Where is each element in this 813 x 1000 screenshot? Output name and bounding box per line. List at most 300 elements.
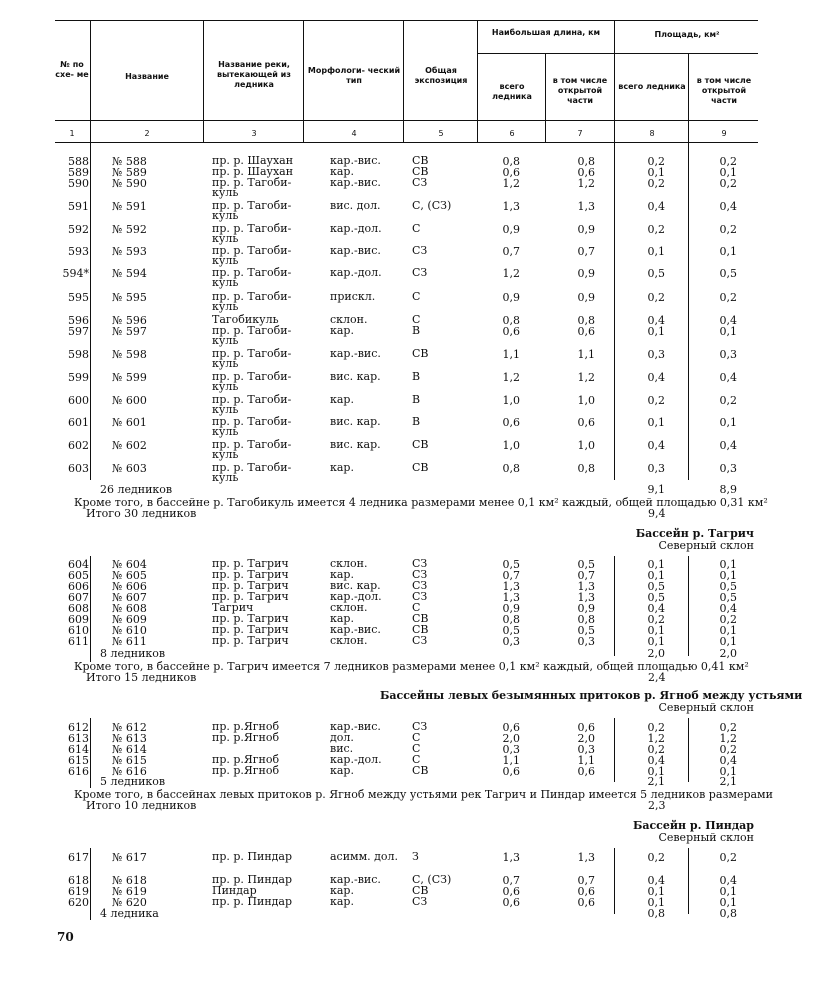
exposition: С xyxy=(412,731,421,744)
glacier-name: № 607 xyxy=(112,591,147,604)
morphological-type: кар.-дол. xyxy=(330,590,382,603)
glacier-number: 601 xyxy=(68,416,89,429)
river-name: пр. р. Пиндар xyxy=(212,895,293,908)
river-name: пр. р.Ягноб xyxy=(212,753,280,766)
glacier-name: № 618 xyxy=(112,874,147,887)
area-open: 0,1 xyxy=(719,166,737,179)
exposition: СЗ xyxy=(412,176,428,189)
exposition: З xyxy=(412,850,419,863)
morphological-type: прискл. xyxy=(330,290,376,303)
glacier-number: 597 xyxy=(68,325,89,338)
length-total: 0,7 xyxy=(502,569,520,582)
river-name: пр. р. Тагоби- куль xyxy=(212,176,292,199)
length-total: 0,5 xyxy=(502,558,520,571)
col-divider xyxy=(688,848,689,914)
header-col4: Морфологи- ческий тип xyxy=(307,66,401,85)
length-total: 0,9 xyxy=(502,291,520,304)
header-col5: Общая экспозиция xyxy=(414,66,468,85)
length-total: 1,3 xyxy=(502,591,520,604)
col-divider xyxy=(477,20,478,142)
glacier-name: № 603 xyxy=(112,462,147,475)
area-total: 0,1 xyxy=(647,885,665,898)
glacier-number: 600 xyxy=(68,394,89,407)
river-name: пр. р. Тагоби- куль xyxy=(212,199,292,222)
length-open: 0,8 xyxy=(577,314,595,327)
length-total: 1,2 xyxy=(502,371,520,384)
length-open: 1,0 xyxy=(577,439,595,452)
length-total: 0,9 xyxy=(502,223,520,236)
area-open: 0,1 xyxy=(719,896,737,909)
length-open: 0,9 xyxy=(577,291,595,304)
block1-itogo-value: 9,4 xyxy=(648,507,666,520)
length-total: 0,6 xyxy=(502,325,520,338)
area-total: 0,3 xyxy=(647,348,665,361)
river-name: Пиндар xyxy=(212,884,257,897)
river-name: пр. р.Ягноб xyxy=(212,764,280,777)
col-divider xyxy=(688,556,689,656)
area-total: 0,5 xyxy=(647,591,665,604)
col-divider xyxy=(614,718,615,782)
glacier-number: 602 xyxy=(68,439,89,452)
col-divider xyxy=(303,20,304,142)
block2-itogo-value: 2,4 xyxy=(648,671,666,684)
length-total: 0,6 xyxy=(502,416,520,429)
morphological-type: кар. xyxy=(330,461,354,474)
river-name: пр. р. Тагоби- куль xyxy=(212,324,292,347)
length-open: 0,8 xyxy=(577,613,595,626)
block2-note: Кроме того, в бассейне р. Тагрич имеется 7 ледников размерами менее 0,1 км² каждый, общей площадью 0,41 км² xyxy=(74,660,749,673)
length-open: 0,5 xyxy=(577,624,595,637)
exposition: С xyxy=(412,742,421,755)
area-open: 1,2 xyxy=(719,732,737,745)
exposition: СЗ xyxy=(412,266,428,279)
glacier-name: № 609 xyxy=(112,613,147,626)
block1-count: 26 ледников xyxy=(100,483,173,496)
header-length-group: Наибольшая длина, км xyxy=(491,28,601,37)
length-total: 0,9 xyxy=(502,602,520,615)
glacier-number: 620 xyxy=(68,896,89,909)
length-open: 0,6 xyxy=(577,896,595,909)
block2-basin-title: Бассейн р. Тагрич xyxy=(635,527,754,540)
length-open: 1,3 xyxy=(577,580,595,593)
area-total: 0,4 xyxy=(647,314,665,327)
morphological-type: вис. кар. xyxy=(330,415,381,428)
area-total: 0,1 xyxy=(647,416,665,429)
length-open: 1,2 xyxy=(577,371,595,384)
col-divider xyxy=(203,20,204,142)
glacier-name: № 594 xyxy=(112,267,147,280)
glacier-number: 595 xyxy=(68,291,89,304)
glacier-name: № 605 xyxy=(112,569,147,582)
glacier-name: № 599 xyxy=(112,371,147,384)
morphological-type: склон. xyxy=(330,601,368,614)
area-open: 0,1 xyxy=(719,635,737,648)
area-total: 0,2 xyxy=(647,223,665,236)
header-col7: в том числе открытой части xyxy=(552,76,608,105)
glacier-name: № 588 xyxy=(112,155,147,168)
river-name: пр. р. Тагрич xyxy=(212,579,289,592)
glacier-name: № 596 xyxy=(112,314,147,327)
header-col2: Название xyxy=(125,72,169,81)
glacier-number: 607 xyxy=(68,591,89,604)
area-total: 0,5 xyxy=(647,580,665,593)
header-area-group: Площадь, км² xyxy=(654,30,720,39)
glacier-number: 591 xyxy=(68,200,89,213)
length-open: 0,6 xyxy=(577,325,595,338)
header-col8: всего ледника xyxy=(618,82,686,91)
col-divider xyxy=(90,556,91,662)
area-total: 0,5 xyxy=(647,267,665,280)
morphological-type: склон. xyxy=(330,634,368,647)
exposition: С xyxy=(412,313,421,326)
length-open: 0,8 xyxy=(577,462,595,475)
area-total: 0,2 xyxy=(647,721,665,734)
col-divider xyxy=(614,848,615,914)
block4-basin-title: Бассейн р. Пиндар xyxy=(632,819,754,832)
exposition: В xyxy=(412,370,421,383)
glacier-name: № 604 xyxy=(112,558,147,571)
morphological-type: кар. xyxy=(330,165,354,178)
length-total: 0,7 xyxy=(502,874,520,887)
glacier-name: № 593 xyxy=(112,245,147,258)
col-divider xyxy=(614,556,615,656)
header-number: 1 xyxy=(69,129,75,138)
morphological-type: кар. xyxy=(330,568,354,581)
river-name: пр. р. Тагоби- куль xyxy=(212,370,292,393)
glacier-number: 611 xyxy=(68,635,89,648)
area-total: 0,2 xyxy=(647,394,665,407)
morphological-type: кар.-вис. xyxy=(330,873,381,886)
area-open: 0,2 xyxy=(719,613,737,626)
area-open: 0,1 xyxy=(719,245,737,258)
area-open: 0,2 xyxy=(719,743,737,756)
river-name: Тагобикуль xyxy=(212,313,279,326)
morphological-type: кар.-дол. xyxy=(330,753,382,766)
glacier-number: 616 xyxy=(68,765,89,778)
length-total: 0,3 xyxy=(502,743,520,756)
exposition: СВ xyxy=(412,438,429,451)
river-name: пр. р. Тагоби- куль xyxy=(212,415,292,438)
length-total: 0,8 xyxy=(502,314,520,327)
morphological-type: кар.-вис. xyxy=(330,176,381,189)
header-col6: всего ледника xyxy=(492,82,532,101)
morphological-type: вис. xyxy=(330,742,354,755)
length-open: 0,7 xyxy=(577,874,595,887)
block1-sum-total: 9,1 xyxy=(647,483,665,496)
exposition: СЗ xyxy=(412,244,428,257)
length-open: 1,1 xyxy=(577,348,595,361)
area-total: 0,2 xyxy=(647,155,665,168)
length-total: 0,6 xyxy=(502,721,520,734)
block3-slope: Северный склон xyxy=(658,701,754,714)
glacier-name: № 620 xyxy=(112,896,147,909)
col-divider xyxy=(90,20,91,480)
length-open: 0,6 xyxy=(577,416,595,429)
exposition: С xyxy=(412,601,421,614)
area-total: 0,1 xyxy=(647,245,665,258)
morphological-type: кар.-вис. xyxy=(330,623,381,636)
length-total: 2,0 xyxy=(502,732,520,745)
glacier-number: 609 xyxy=(68,613,89,626)
length-total: 1,2 xyxy=(502,267,520,280)
length-open: 1,2 xyxy=(577,177,595,190)
glacier-name: № 590 xyxy=(112,177,147,190)
glacier-number: 594* xyxy=(62,267,89,280)
morphological-type: вис. кар. xyxy=(330,370,381,383)
area-open: 0,2 xyxy=(719,223,737,236)
area-total: 0,1 xyxy=(647,624,665,637)
exposition: СВ xyxy=(412,154,429,167)
glacier-name: № 616 xyxy=(112,765,147,778)
area-total: 0,4 xyxy=(647,200,665,213)
glacier-name: № 611 xyxy=(112,635,147,648)
morphological-type: кар.-дол. xyxy=(330,222,382,235)
length-open: 0,5 xyxy=(577,558,595,571)
area-open: 0,2 xyxy=(719,155,737,168)
header-number: 9 xyxy=(721,129,727,138)
area-open: 0,2 xyxy=(719,721,737,734)
area-total: 1,2 xyxy=(647,732,665,745)
length-open: 0,6 xyxy=(577,765,595,778)
exposition: СВ xyxy=(412,764,429,777)
area-open: 0,1 xyxy=(719,325,737,338)
length-total: 0,8 xyxy=(502,613,520,626)
length-total: 1,0 xyxy=(502,439,520,452)
glacier-number: 613 xyxy=(68,732,89,745)
glacier-name: № 610 xyxy=(112,624,147,637)
area-open: 0,1 xyxy=(719,416,737,429)
header-col9: в том числе открытой части xyxy=(696,76,752,105)
length-total: 0,8 xyxy=(502,462,520,475)
glacier-name: № 614 xyxy=(112,743,147,756)
block3-itogo: Итого 10 ледников xyxy=(86,799,197,812)
area-total: 0,4 xyxy=(647,439,665,452)
morphological-type: асимм. дол. xyxy=(330,850,399,863)
block4-slope: Северный склон xyxy=(658,831,754,844)
length-open: 0,9 xyxy=(577,223,595,236)
length-total: 0,6 xyxy=(502,885,520,898)
area-open: 0,4 xyxy=(719,754,737,767)
area-open: 0,4 xyxy=(719,200,737,213)
area-total: 0,1 xyxy=(647,635,665,648)
area-total: 0,2 xyxy=(647,851,665,864)
glacier-name: № 612 xyxy=(112,721,147,734)
area-open: 0,1 xyxy=(719,765,737,778)
length-open: 0,6 xyxy=(577,885,595,898)
block1-itogo: Итого 30 ледников xyxy=(86,507,197,520)
glacier-name: № 602 xyxy=(112,439,147,452)
header-rule xyxy=(55,120,758,121)
length-open: 0,6 xyxy=(577,166,595,179)
block3-sum-total: 2,1 xyxy=(647,775,665,788)
header-number: 7 xyxy=(577,129,583,138)
glacier-number: 612 xyxy=(68,721,89,734)
exposition: СВ xyxy=(412,347,429,360)
morphological-type: склон. xyxy=(330,557,368,570)
block4-sum-open: 0,8 xyxy=(719,907,737,920)
area-total: 0,4 xyxy=(647,371,665,384)
length-total: 1,1 xyxy=(502,348,520,361)
area-open: 0,2 xyxy=(719,851,737,864)
glacier-number: 605 xyxy=(68,569,89,582)
morphological-type: кар.-вис. xyxy=(330,154,381,167)
page-number: 70 xyxy=(57,930,74,944)
river-name: пр. р. Тагрич xyxy=(212,590,289,603)
river-name: пр. р. Пиндар xyxy=(212,873,293,886)
exposition: В xyxy=(412,324,421,337)
header-number: 4 xyxy=(351,129,357,138)
glacier-number: 619 xyxy=(68,885,89,898)
glacier-name: № 598 xyxy=(112,348,147,361)
glacier-number: 604 xyxy=(68,558,89,571)
glacier-name: № 617 xyxy=(112,851,147,864)
area-total: 0,4 xyxy=(647,602,665,615)
header-number: 2 xyxy=(144,129,150,138)
area-open: 0,5 xyxy=(719,580,737,593)
river-name: пр. р. Тагоби- куль xyxy=(212,244,292,267)
morphological-type: кар. xyxy=(330,895,354,908)
header-subgroup-rule xyxy=(477,53,758,54)
river-name: пр. р.Ягноб xyxy=(212,720,280,733)
morphological-type: вис. дол. xyxy=(330,199,381,212)
exposition: СЗ xyxy=(412,579,428,592)
morphological-type: кар.-вис. xyxy=(330,347,381,360)
glacier-number: 606 xyxy=(68,580,89,593)
morphological-type: кар. xyxy=(330,324,354,337)
area-open: 0,4 xyxy=(719,874,737,887)
river-name: пр. р. Тагоби- куль xyxy=(212,266,292,289)
header-number: 3 xyxy=(251,129,257,138)
area-total: 0,1 xyxy=(647,896,665,909)
exposition: СЗ xyxy=(412,895,428,908)
exposition: СВ xyxy=(412,612,429,625)
area-open: 0,1 xyxy=(719,569,737,582)
river-name: пр. р. Тагрич xyxy=(212,568,289,581)
col-divider xyxy=(614,20,615,480)
length-total: 0,6 xyxy=(502,765,520,778)
length-total: 0,8 xyxy=(502,155,520,168)
length-total: 0,6 xyxy=(502,166,520,179)
length-open: 1,3 xyxy=(577,851,595,864)
glacier-name: № 591 xyxy=(112,200,147,213)
col-divider xyxy=(545,53,546,142)
river-name: пр. р. Тагоби- куль xyxy=(212,290,292,313)
river-name: Тагрич xyxy=(212,601,254,614)
exposition: СВ xyxy=(412,623,429,636)
length-total: 0,3 xyxy=(502,635,520,648)
area-open: 0,3 xyxy=(719,348,737,361)
header-number: 8 xyxy=(649,129,655,138)
length-open: 1,3 xyxy=(577,200,595,213)
glacier-number: 610 xyxy=(68,624,89,637)
glacier-name: № 592 xyxy=(112,223,147,236)
block3-count: 5 ледников xyxy=(100,775,166,788)
morphological-type: кар. xyxy=(330,393,354,406)
area-total: 0,1 xyxy=(647,569,665,582)
glacier-number: 614 xyxy=(68,743,89,756)
length-total: 1,3 xyxy=(502,851,520,864)
exposition: С xyxy=(412,222,421,235)
length-open: 1,0 xyxy=(577,394,595,407)
river-name: пр. р. Тагоби- куль xyxy=(212,347,292,370)
morphological-type: кар. xyxy=(330,884,354,897)
glacier-name: № 589 xyxy=(112,166,147,179)
area-open: 0,1 xyxy=(719,885,737,898)
glacier-name: № 600 xyxy=(112,394,147,407)
length-total: 1,2 xyxy=(502,177,520,190)
morphological-type: склон. xyxy=(330,313,368,326)
header-number: 5 xyxy=(438,129,444,138)
glacier-number: 617 xyxy=(68,851,89,864)
length-open: 1,1 xyxy=(577,754,595,767)
block4-count: 4 ледника xyxy=(100,907,159,920)
glacier-name: № 619 xyxy=(112,885,147,898)
river-name: пр. р. Шаухан xyxy=(212,165,294,178)
area-open: 0,5 xyxy=(719,591,737,604)
header-number: 6 xyxy=(509,129,515,138)
length-total: 0,5 xyxy=(502,624,520,637)
glacier-number: 598 xyxy=(68,348,89,361)
glacier-number: 593 xyxy=(68,245,89,258)
glacier-number: 590 xyxy=(68,177,89,190)
area-open: 0,1 xyxy=(719,558,737,571)
glacier-number: 589 xyxy=(68,166,89,179)
length-open: 2,0 xyxy=(577,732,595,745)
block3-sum-open: 2,1 xyxy=(719,775,737,788)
glacier-name: № 613 xyxy=(112,732,147,745)
glacier-number: 588 xyxy=(68,155,89,168)
exposition: СЗ xyxy=(412,634,428,647)
area-open: 0,2 xyxy=(719,394,737,407)
block2-slope: Северный склон xyxy=(658,539,754,552)
block4-sum-total: 0,8 xyxy=(647,907,665,920)
block2-sum-open: 2,0 xyxy=(719,647,737,660)
area-total: 0,4 xyxy=(647,754,665,767)
glacier-number: 618 xyxy=(68,874,89,887)
glacier-name: № 608 xyxy=(112,602,147,615)
area-open: 0,1 xyxy=(719,624,737,637)
glacier-number: 615 xyxy=(68,754,89,767)
length-open: 0,7 xyxy=(577,569,595,582)
area-total: 0,1 xyxy=(647,558,665,571)
exposition: С, (СЗ) xyxy=(412,199,452,212)
area-open: 0,2 xyxy=(719,177,737,190)
area-total: 0,1 xyxy=(647,325,665,338)
block3-itogo-value: 2,3 xyxy=(648,799,666,812)
area-total: 0,2 xyxy=(647,177,665,190)
glacier-number: 592 xyxy=(68,223,89,236)
morphological-type: вис. кар. xyxy=(330,579,381,592)
area-open: 0,4 xyxy=(719,602,737,615)
length-open: 0,3 xyxy=(577,743,595,756)
morphological-type: кар.-вис. xyxy=(330,244,381,257)
river-name: пр. р. Тагоби- куль xyxy=(212,222,292,245)
col-divider xyxy=(90,718,91,788)
morphological-type: вис. кар. xyxy=(330,438,381,451)
area-total: 0,1 xyxy=(647,166,665,179)
exposition: С xyxy=(412,290,421,303)
morphological-type: кар. xyxy=(330,612,354,625)
block3-basin-title: Бассейны левых безымянных притоков р. Ягноб между устьями xyxy=(380,689,803,702)
exposition: С, (СЗ) xyxy=(412,873,452,886)
exposition: СЗ xyxy=(412,557,428,570)
exposition: СЗ xyxy=(412,568,428,581)
river-name: пр. р.Ягноб xyxy=(212,731,280,744)
river-name: пр. р. Тагрич xyxy=(212,612,289,625)
exposition: СВ xyxy=(412,884,429,897)
block2-count: 8 ледников xyxy=(100,647,166,660)
length-open: 0,6 xyxy=(577,721,595,734)
